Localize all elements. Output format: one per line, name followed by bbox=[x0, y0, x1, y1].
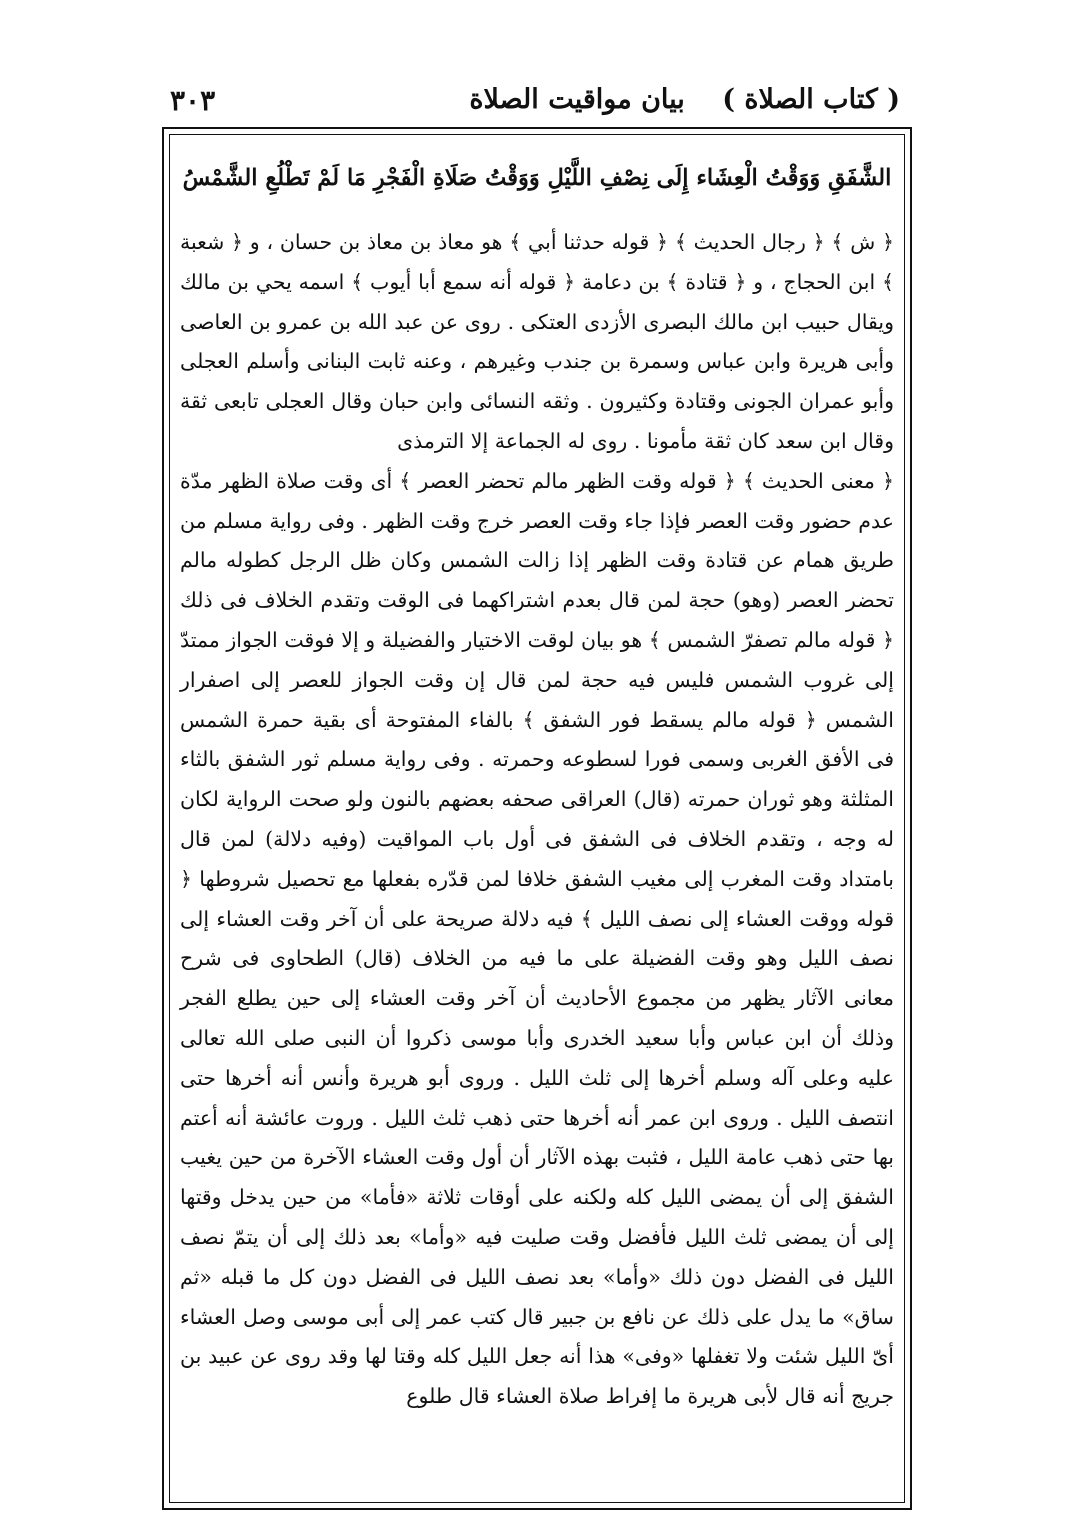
book-title: ( كتاب الصلاة ) bbox=[722, 84, 900, 115]
page-body bbox=[180, 139, 894, 1498]
chapter-title: بيان مواقيت الصلاة bbox=[469, 84, 685, 115]
running-title bbox=[469, 84, 900, 115]
rijal-paragraph: ﴿ ش ﴾ ﴿ رجال الحديث ﴾ ﴿ قوله حدثنا أبي ﴾ هو معاذ بن معاذ بن حسان ، و ﴿ شعبة ﴾ ابن الحجاج ، و ﴿ قتادة ﴾ بن دعامة ﴿ قوله أنه سمع أبا أيوب ﴾ اسمه يحي بن مالك ويقال حبيب ابن مالك البصرى الأزدى العتكى . روى عن عبد الله بن عمرو بن العاصى وأبى هريرة وابن عباس وسمرة بن جندب وغيرهم ، وعنه ثابت البنانى وأسلم العجلى وأبو عمران الجونى وقتادة وكثيرون . وثقه النسائى وابن حبان وقال العجلى تابعى ثقة وقال ابن سعد كان ثقة مأمونا . روى له الجماعة إلا الترمذى bbox=[180, 230, 894, 453]
page-number: ٣٠٣ bbox=[170, 84, 216, 117]
page-header bbox=[170, 84, 900, 124]
page-frame bbox=[162, 127, 912, 1510]
meaning-paragraph: ﴿ معنى الحديث ﴾ ﴿ قوله وقت الظهر مالم تحضر العصر ﴾ أى وقت صلاة الظهر مدّة عدم حضور وقت العصر فإذا جاء وقت العصر خرج وقت الظهر . وفى رواية مسلم من طريق همام عن قتادة وقت الظهر إذا زالت الشمس وكان ظل الرجل كطوله مالم تحضر العصر (وهو) حجة لمن قال بعدم اشتراكهما فى الوقت وتقدم الخلاف فى ذلك ﴿ قوله مالم تصفرّ الشمس ﴾ هو بيان لوقت الاختيار والفضيلة و إلا فوقت الجواز ممتدّ إلى غروب الشمس فليس فيه حجة لمن قال إن وقت الجواز للعصر إلى اصفرار الشمس ﴿ قوله مالم يسقط فور الشفق ﴾ بالفاء المفتوحة أى بقية حمرة الشمس فى الأفق الغربى وسمى فورا لسطوعه وحمرته . وفى رواية مسلم ثور الشفق بالثاء المثلثة وهو ثوران حمرته (قال) العراقى صحفه بعضهم بالنون ولو صحت الرواية لكان له وجه ، وتقدم الخلاف فى الشفق فى أول باب المواقيت (وفيه دلالة) لمن قال بامتداد وقت المغرب إلى مغيب الشفق خلافا لمن قدّره بفعلها مع تحصيل شروطها ﴿ قوله ووقت العشاء إلى نصف الليل ﴾ فيه دلالة صريحة على أن آخر وقت العشاء إلى نصف الليل وهو وقت الفضيلة على ما فيه من الخلاف (قال) الطحاوى فى شرح معانى الآثار يظهر من مجموع الأحاديث أن آخر وقت العشاء إلى حين يطلع الفجر وذلك أن ابن عباس وأبا سعيد الخدرى وأبا موسى ذكروا أن النبى صلى الله تعالى عليه وعلى آله وسلم أخرها إلى ثلث الليل . وروى أبو هريرة وأنس أنه أخرها حتى انتصف الليل . وروى ابن عمر أنه أخرها حتى ذهب ثلث الليل . وروت عائشة أنه أعتم بها حتى ذهب عامة الليل ، فثبت بهذه الآثار أن أول وقت العشاء الآخرة من حين يغيب الشفق إلى أن يمضى الليل كله ولكنه على أوقات ثلاثة «فأما» من حين يدخل وقتها إلى أن يمضى ثلث الليل فأفضل وقت صليت فيه «وأما» بعد ذلك إلى أن يتمّ نصف الليل فى الفضل دون ذلك «وأما» بعد نصف الليل فى الفضل دون كل ما قبله «ثم ساق» ما يدل على ذلك عن نافع بن جبير قال كتب عمر إلى أبى موسى وصل العشاء أىّ الليل شئت ولا تغفلها «وفى» هذا أنه جعل الليل كله وقتا لها وقد روى عن عبيد بن جريج أنه قال لأبى هريرة ما إفراط صلاة العشاء قال طلوع bbox=[180, 468, 894, 1409]
hadith-text: الشَّفَقِ وَوَقْتُ الْعِشَاء إِلَى نِصْفِ اللَّيْلِ وَوَقْتُ صَلَاةِ الْفَجْرِ مَا لَمْ تَطْلُعِ الشَّمْسُ bbox=[182, 165, 892, 191]
